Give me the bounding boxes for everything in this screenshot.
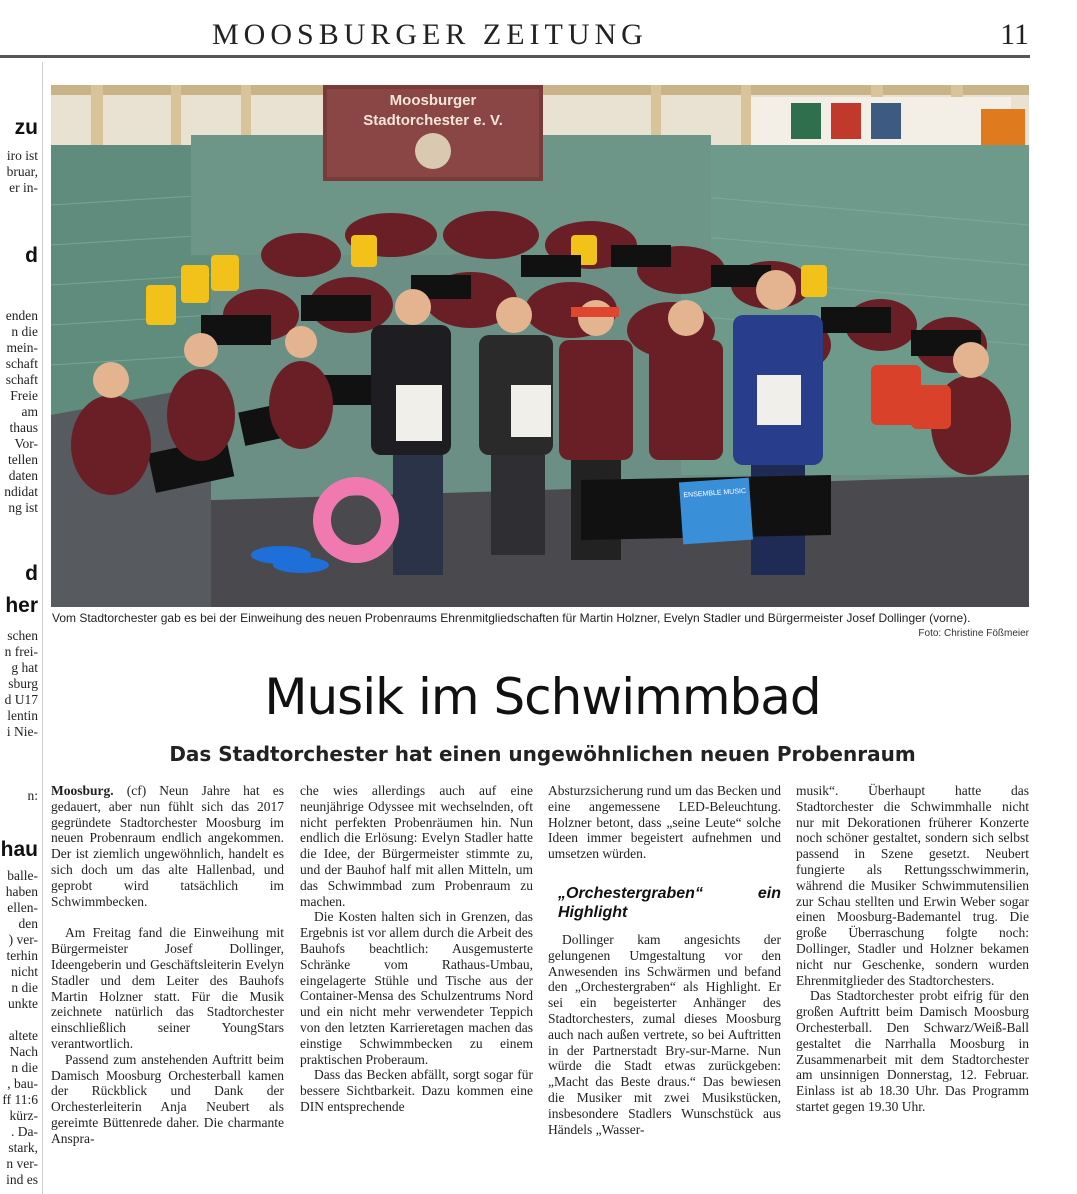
left-fragment: Vor- (14, 436, 38, 451)
article-column-3 (548, 783, 781, 1137)
left-fragment: n: (27, 788, 38, 803)
left-fragment: sburg (8, 676, 38, 691)
left-fragment: n ver- (6, 1156, 38, 1171)
left-fragment: ellen- (7, 900, 38, 915)
left-heading: d (25, 244, 38, 267)
left-heading: zu (14, 116, 38, 139)
left-heading: hau (0, 838, 38, 861)
article-paragraph: che wies allerdings auch auf eine neunjährige Odyssee mit wechselnden, oft nicht perfekten Probenräumen hin. Nun endlich die Erlösung: Evelyn Stadler hatte die Idee, der Bürgermeister stimmte zu, und der Bauhof half mit allen Mitteln, um das Schwimmbad zum Probenraum zu machen. (300, 783, 533, 909)
article-paragraph: musik“. Überhaupt hatte das Stadtorchester die Schwimmhalle nicht nur mit Dekorationen früherer Konzerte noch schöner gestaltet, sondern sich selbst passend in Szene gesetzt. Neubert fungierte als Rettungsschwimmerin, während die Musiker Schwimmutensilien zur Schau stellten und Erwin Weber sogar einen Moosburg-Bademantel trug. Die große Überraschung folgte noch: Dollinger, Stadler und Holzner bekamen nicht nur Geschenke, sondern wurden Ehrenmitglieder des Stadtorchesters. (796, 783, 1029, 988)
dateline: Moosburg. (51, 783, 114, 798)
left-fragment: Freie (10, 388, 38, 403)
newspaper-title: MOOSBURGER ZEITUNG (212, 18, 648, 51)
left-fragment: kürz- (9, 1108, 38, 1123)
left-neighbor-column (0, 62, 38, 1194)
left-fragment: den (18, 916, 38, 931)
article-paragraph: Die Kosten halten sich in Grenzen, das Ergebnis ist vor allem durch die Arbeit des Bauhofs beachtlich: Ausgemusterte Schränke vom Rathaus-Umbau, eingelagerte Stühle und Tische aus der Container-Mensa des Schulzentrums Nord und ein nicht mehr verwendeter Teppich von den letzten Karrieretagen machen das einstige Schwimmbecken zu einem praktischen Proberaum. (300, 909, 533, 1067)
left-fragment: stark, (8, 1140, 38, 1155)
banner-text: Stadtorchester e. V. (363, 112, 503, 129)
left-fragment: altete (8, 1028, 38, 1043)
left-fragment: mein- (6, 340, 38, 355)
column-divider (42, 62, 43, 1194)
paragraph-text: (cf) Neun Jahre hat es gedauert, aber nun fühlt sich das 2017 gegründete Stadtorchester Moosburg im neuen Probenraum endlich angekommen. Der ist ziemlich ungewöhnlich, handelt es sich doch um das alte Hallenbad, und geprobt wird tatsächlich im Schwimmbecken. (51, 783, 285, 909)
left-fragment: iro ist (6, 148, 38, 163)
left-fragment: unkte (8, 996, 38, 1011)
orchestra-photo (51, 85, 1029, 607)
article-paragraph: Absturzsicherung rund um das Becken und eine angemessene LED-Beleuchtung. Holzner betont, dass „seine Leute“ solche Ideen immer begeistert aufnehmen und umsetzen würden. (548, 783, 781, 862)
left-fragment: ndidat (4, 484, 38, 499)
left-fragment: g hat (11, 660, 38, 675)
left-fragment: thaus (9, 420, 38, 435)
article-column-2 (300, 783, 533, 1115)
left-fragment: , bau- (7, 1076, 38, 1091)
intertitle: „Orchestergraben“ ein Highlight (558, 884, 781, 921)
masthead (0, 0, 1077, 58)
left-fragment: am (21, 404, 38, 419)
article-paragraph: Dass das Becken abfällt, sorgt sogar für bessere Sichtbarkeit. Dazu kommen eine DIN entsprechende (300, 1067, 533, 1114)
left-fragment: lentin (7, 708, 38, 723)
left-fragment: n die (11, 324, 38, 339)
page-number: 11 (1000, 18, 1029, 51)
photo-credit: Foto: Christine Fößmeier (918, 628, 1029, 639)
article-column-4 (796, 783, 1029, 1115)
subheadline: Das Stadtorchester hat einen ungewöhnlichen neuen Probenraum (169, 742, 916, 766)
left-fragment: n die (11, 1060, 38, 1075)
left-fragment: ff 11:6 (2, 1092, 38, 1107)
left-fragment: haben (5, 884, 38, 899)
left-fragment: d U17 (4, 692, 38, 707)
left-fragment: n frei- (4, 644, 38, 659)
folder-label: ENSEMBLE MUSIC (683, 487, 747, 500)
left-fragment: enden (5, 308, 38, 323)
left-fragment: schaft (5, 372, 38, 387)
article-column-1 (51, 783, 284, 1147)
left-fragment: balle- (7, 868, 38, 883)
headline: Musik im Schwimmbad (264, 668, 821, 726)
left-fragment: ind es (6, 1172, 38, 1187)
left-fragment: er in- (9, 180, 38, 195)
left-fragment: terhin (6, 948, 38, 963)
left-fragment: i Nie- (6, 724, 38, 739)
left-fragment: schen (7, 628, 38, 643)
left-fragment: Nach (9, 1044, 38, 1059)
left-fragment: tellen (8, 452, 38, 467)
article-paragraph: Das Stadtorchester probt eifrig für den großen Auftritt beim Damisch Moosburg Orchesterball. Den Schwarz/Weiß-Ball gestaltet die Narrhalla Moosburg in Zusammenarbeit mit dem Stadtorchester am unsinnigen Donnerstag, 12. Februar. Einlass ist ab 18.30 Uhr. Das Programm startet gegen 19.30 Uhr. (796, 988, 1029, 1114)
masthead-rule (0, 55, 1030, 58)
left-heading: her (5, 594, 38, 617)
article-paragraph: Passend zum anstehenden Auftritt beim Damisch Moosburg Orchesterball kamen der Rückblick und Dank der Orchesterleiterin Anja Neubert als gereimte Büttenrede daher. Die charmante Anspra- (51, 1051, 284, 1146)
left-heading: d (25, 562, 38, 585)
article-paragraph: Am Freitag fand die Einweihung mit Bürgermeister Josef Dollinger, Ideengeberin und Geschäftsleiterin Evelyn Stadler und dem Leiter des Bauhofs Martin Holzner statt. Für die Musik zeichnete natürlich das Stadtorchester einschließlich seiner YoungStars verantwortlich. (51, 925, 284, 1051)
left-fragment: ) ver- (8, 932, 38, 947)
photo-caption: Vom Stadtorchester gab es bei der Einweihung des neuen Probenraums Ehrenmitgliedschaften für Martin Holzner, Evelyn Stadler und Bürgermeister Josef Dollinger (vorne). (52, 611, 971, 625)
banner-text: Moosburger (389, 92, 477, 109)
article-paragraph (51, 783, 284, 909)
left-fragment: ng ist (8, 500, 38, 515)
left-fragment: n die (11, 980, 38, 995)
left-fragment: nicht (11, 964, 38, 979)
left-fragment: daten (8, 468, 38, 483)
article-paragraph: Dollinger kam angesichts der gelungenen Umgestaltung vor den Anwesenden ins Schwärmen und befand den „Orchestergraben“ als Highlight. Er sei ein begeisterter Anhänger des Stadtorchesters, zumal dieses Moosburg auch nach außen vertrete, so bei Auftritten in der Partnerstadt Bry-sur-Marne. Nun würde die Stadt etwas zurückgeben: „Macht das Beste draus.“ Das bewiesen die Musiker mit zwei Musikstücken, insbesondere Stadlers Wunschstück aus Händels „Wasser- (548, 931, 781, 1137)
left-fragment: schaft (5, 356, 38, 371)
left-fragment: bruar, (6, 164, 38, 179)
left-fragment: . Da- (11, 1124, 38, 1139)
